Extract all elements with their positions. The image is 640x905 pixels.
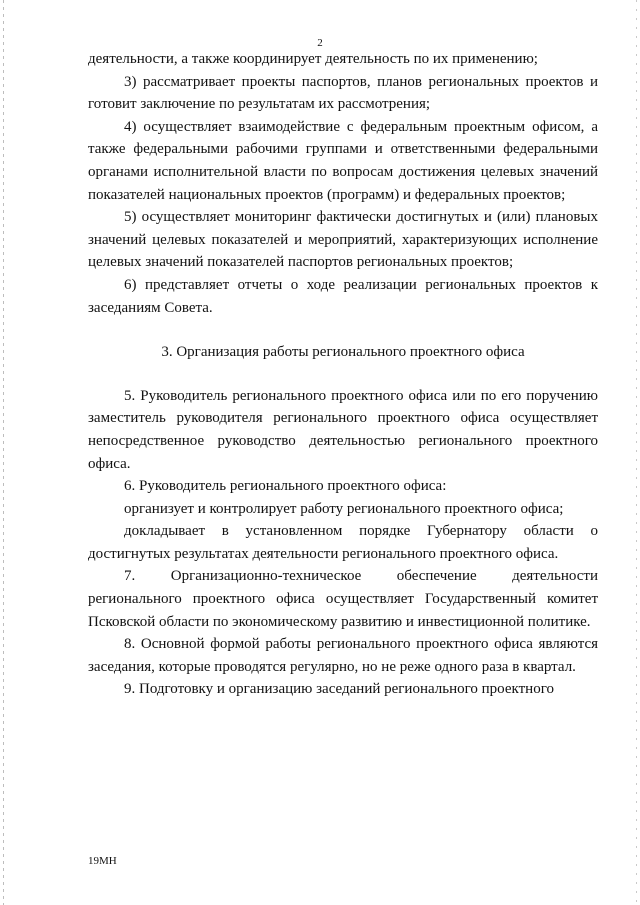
clause-5: 5. Руководитель регионального проектного офиса или по его поручению заместитель руководителя регионального проектного офиса осуществляет непосредственное руководство деятельностью регионального проектного офиса.	[88, 387, 598, 472]
clause-6-item-organizes: организует и контролирует работу регионального проектного офиса;	[124, 500, 564, 517]
list-item-4: 4) осуществляет взаимодействие с федеральным проектным офисом, а также федеральными рабочими группами и ответственными федеральными органами исполнительной власти по вопросам достижения целевых значений показателей национальных проектов (программ) и федеральных проектов;	[88, 118, 598, 203]
paragraph-continuation: деятельности, а также координирует деятельность по их применению;	[88, 51, 538, 67]
scan-edge-right	[636, 0, 637, 905]
clause-8: 8. Основной формой работы регионального проектного офиса являются заседания, которые проводятся регулярно, но не реже одного раза в квартал.	[88, 636, 598, 675]
clause-7: 7. Организационно-техническое обеспечение деятельности регионального проектного офиса осуществляет Государственный комитет Псковской области по экономическому развитию и инвестиционной политике.	[88, 568, 598, 630]
page-number: 2	[317, 37, 323, 49]
list-item-6: 6) представляет отчеты о ходе реализации региональных проектов к заседаниям Совета.	[88, 276, 598, 316]
document-body	[88, 48, 598, 701]
clause-9: 9. Подготовку и организацию заседаний регионального проектного	[124, 681, 554, 698]
clause-6: 6. Руководитель регионального проектного офиса:	[124, 478, 447, 495]
list-item-5: 5) осуществляет мониторинг фактически достигнутых и (или) плановых значений целевых показателей и мероприятий, характеризующих исполнение целевых значений показателей паспортов региональных проектов;	[88, 209, 598, 271]
clause-6-item-reports: докладывает в установленном порядке Губернатору области о достигнутых результатах деятельности регионального проектного офиса.	[88, 523, 598, 562]
scan-edge-left	[3, 0, 4, 905]
section-heading: 3. Организация работы регионального проектного офиса	[161, 344, 525, 361]
list-item-3: 3) рассматривает проекты паспортов, планов региональных проектов и готовит заключение по результатам их рассмотрения;	[88, 73, 598, 113]
footer-code: 19МН	[88, 855, 117, 867]
